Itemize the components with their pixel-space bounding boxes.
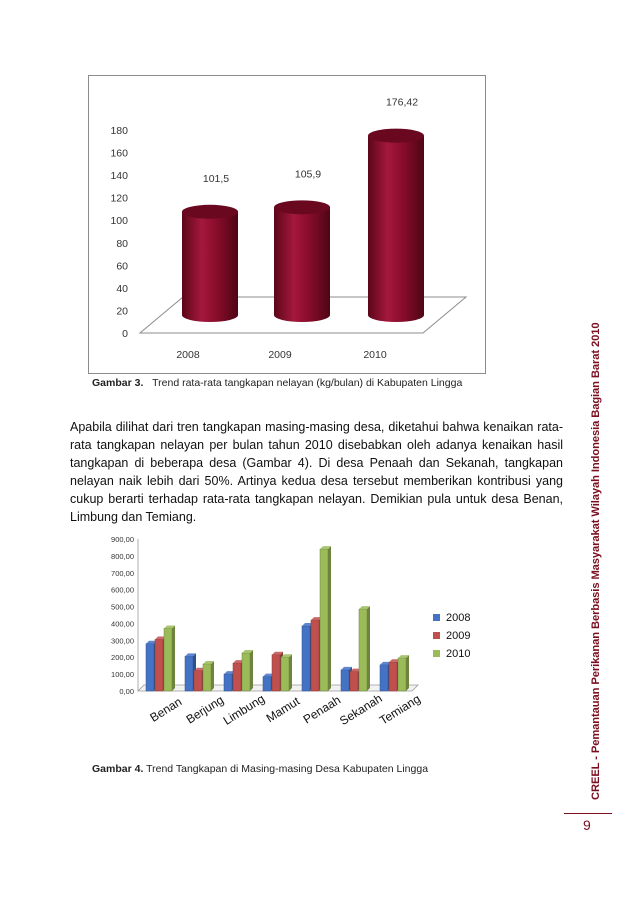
bar-2009	[350, 672, 358, 691]
bar-group-Penaah	[302, 546, 331, 691]
figure3-caption	[92, 377, 462, 389]
bar-side	[289, 654, 292, 691]
bar-side	[406, 655, 409, 691]
y-tick-label: 300,00	[111, 636, 134, 646]
bar-2009	[389, 662, 397, 691]
y-tick-label: 120	[110, 192, 128, 205]
x-tick-label: 2010	[363, 349, 387, 361]
figure3-caption-text: Trend rata-rata tangkapan nelayan (kg/bulan) di Kabupaten Lingga	[152, 377, 463, 389]
data-label: 101,5	[202, 172, 230, 185]
y-tick-label: 0,00	[119, 687, 134, 696]
figure3-chart	[88, 75, 486, 374]
x-tick-label: Benan	[147, 694, 185, 725]
bar-2010	[281, 657, 289, 691]
bar-2009	[155, 639, 163, 691]
figure4-chart	[90, 525, 470, 760]
y-tick-label: 140	[110, 170, 128, 183]
x-tick-label: 2008	[176, 349, 200, 361]
y-tick-label: 100,00	[111, 670, 134, 680]
bar-top	[182, 205, 238, 219]
figure4-caption-label: Gambar 4.	[92, 763, 144, 775]
bar-2008	[185, 656, 193, 691]
page-number: 9	[583, 817, 591, 833]
bar-2009	[272, 655, 280, 691]
bar-body	[182, 212, 238, 322]
bar-2008	[224, 674, 232, 691]
bar-group-Benan	[146, 626, 175, 691]
legend-label: 2008	[446, 612, 470, 624]
bar-2010	[164, 629, 172, 691]
bar-2010	[203, 664, 211, 691]
y-tick-label: 200,00	[111, 653, 134, 663]
bar-group-Temiang	[380, 655, 409, 691]
bar-side	[328, 546, 331, 691]
y-tick-label: 80	[116, 237, 128, 250]
x-tick-label: Temiang	[376, 691, 423, 728]
figure4-caption	[92, 763, 428, 775]
y-tick-label: 500,00	[111, 602, 134, 612]
bar-group-Limbung	[224, 650, 253, 691]
bar-2009	[274, 200, 330, 322]
bar-top	[368, 129, 424, 143]
legend-swatch-2010	[433, 650, 440, 657]
bar-2010	[398, 658, 406, 691]
x-tick-label: Limbung	[220, 691, 268, 728]
x-tick-label: 2009	[268, 349, 292, 361]
bar-2008	[263, 677, 271, 691]
x-tick-label: Penaah	[300, 692, 344, 727]
x-tick-label: Mamut	[263, 693, 303, 726]
y-tick-label: 60	[116, 260, 128, 273]
bar-side	[172, 626, 175, 691]
bar-2010	[320, 549, 328, 691]
page-number-rule	[564, 813, 612, 814]
y-tick-label: 20	[116, 305, 128, 318]
bar-group-Berjung	[185, 653, 214, 691]
bar-body	[368, 136, 424, 322]
bar-side	[211, 661, 214, 691]
bar-2008	[146, 644, 154, 691]
x-tick-label: Berjung	[183, 692, 227, 727]
y-tick-label: 400,00	[111, 619, 134, 629]
legend-swatch-2009	[433, 632, 440, 639]
body-paragraph: Apabila dilihat dari tren tangkapan masing-masing desa, diketahui bahwa kenaikan rata-rata tangkapan nelayan per bulan tahun 2010 disebabkan oleh adanya kenaikan hasil tangkapan di beberapa desa (Gambar 4). Di desa Penaah dan Sekanah, tangkapan nelayan naik lebih dari 50%. Artinya kedua desa tersebut memberikan kontribusi yang cukup berarti terhadap rata-rata tangkapan nelayan. Demikian pula untuk desa Benan, Limbung dan Temiang.	[70, 419, 563, 524]
y-tick-label: 900,00	[111, 535, 134, 544]
figure3-caption-label: Gambar 3.	[92, 377, 144, 389]
y-tick-label: 180	[110, 125, 128, 137]
data-label: 176,42	[385, 96, 419, 109]
bar-group-Mamut	[263, 652, 292, 691]
running-header-title: CREEL - Pemantauan Perikanan Berbasis Masyarakat Wilayah Indonesia Bagian Barat 2010	[590, 322, 602, 800]
legend-swatch-2008	[433, 614, 440, 621]
bar-2010	[368, 129, 424, 322]
y-tick-label: 40	[116, 282, 128, 295]
bar-2008	[302, 626, 310, 691]
figure4-caption-text: Trend Tangkapan di Masing-masing Desa Kabupaten Lingga	[146, 763, 429, 775]
bar-side	[367, 606, 370, 691]
data-label: 105,9	[294, 168, 322, 181]
y-tick-label: 160	[110, 147, 128, 160]
bar-side	[250, 650, 253, 691]
bar-2009	[233, 663, 241, 691]
bar-2010	[242, 653, 250, 691]
y-tick-label: 0	[122, 328, 128, 340]
legend-label: 2010	[446, 648, 470, 660]
y-tick-label: 700,00	[111, 568, 134, 578]
bar-2010	[359, 609, 367, 691]
bar-group-Sekanah	[341, 606, 370, 691]
bar-2008	[380, 665, 388, 691]
bar-2008	[341, 670, 349, 691]
y-tick-label: 100	[110, 215, 128, 228]
bar-body	[274, 207, 330, 322]
y-tick-label: 600,00	[111, 585, 134, 595]
bar-2008	[182, 205, 238, 322]
x-tick-label: Sekanah	[337, 691, 385, 729]
legend-label: 2009	[446, 630, 470, 642]
bar-top	[274, 200, 330, 214]
bar-2009	[194, 671, 202, 691]
bar-2009	[311, 620, 319, 691]
y-tick-label: 800,00	[111, 551, 134, 561]
